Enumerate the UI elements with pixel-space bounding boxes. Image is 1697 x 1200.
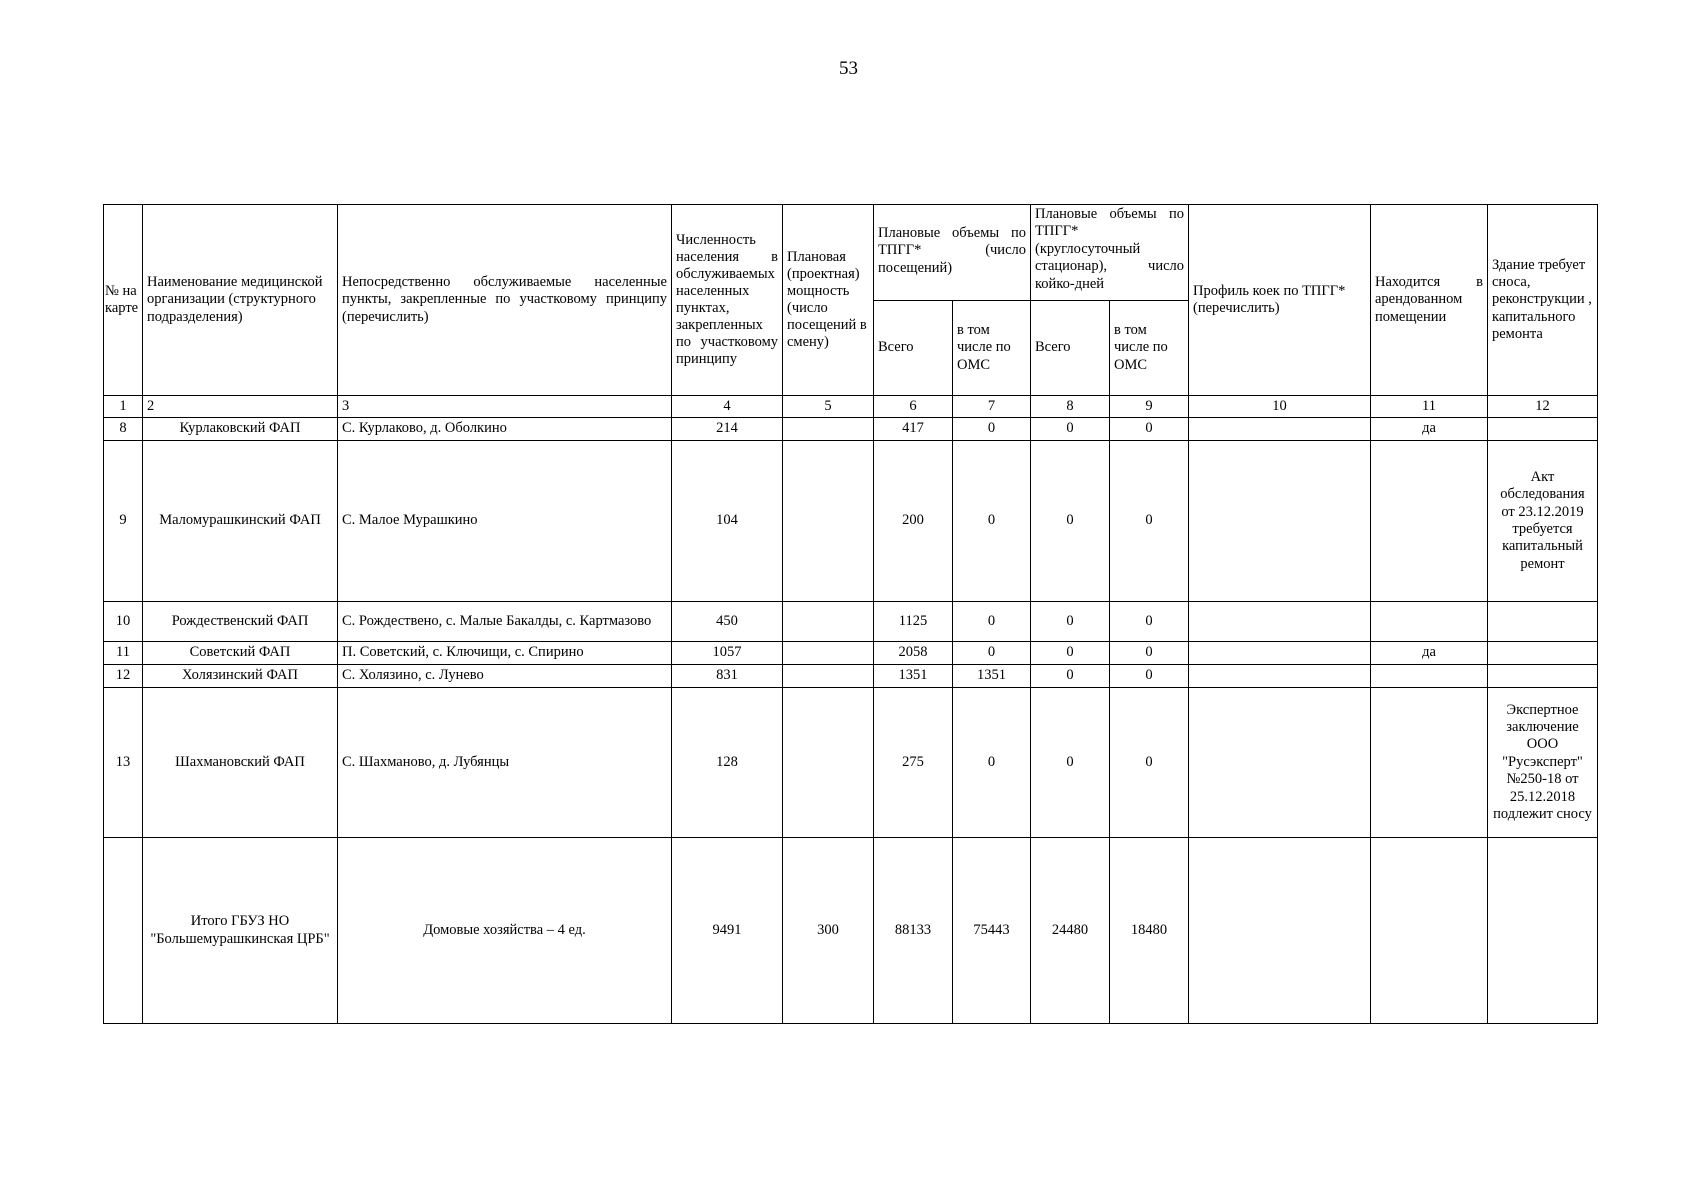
total-rented bbox=[1371, 838, 1488, 1024]
row-bed-profile bbox=[1189, 642, 1371, 665]
row-bed-profile bbox=[1189, 602, 1371, 642]
row-visits-oms: 0 bbox=[953, 418, 1031, 441]
row-rented bbox=[1371, 665, 1488, 688]
table-row bbox=[104, 688, 1598, 838]
row-building-condition bbox=[1488, 642, 1598, 665]
row-beds-total: 0 bbox=[1031, 441, 1110, 602]
row-beds-oms: 0 bbox=[1110, 665, 1189, 688]
column-number: 1 bbox=[104, 396, 143, 418]
row-bed-profile bbox=[1189, 665, 1371, 688]
column-number: 9 bbox=[1110, 396, 1189, 418]
row-beds-total: 0 bbox=[1031, 642, 1110, 665]
facilities-table bbox=[103, 204, 1598, 1024]
total-row bbox=[104, 838, 1598, 1024]
header-population: Численность населения в обслуживаемых населенных пунктах, закрепленных по участковому принципу bbox=[672, 205, 783, 396]
row-beds-oms: 0 bbox=[1110, 441, 1189, 602]
row-bed-profile bbox=[1189, 418, 1371, 441]
row-map-number: 8 bbox=[104, 418, 143, 441]
row-visits-total: 417 bbox=[874, 418, 953, 441]
row-capacity bbox=[783, 665, 874, 688]
row-settlements: С. Малое Мурашкино bbox=[338, 441, 672, 602]
row-building-condition: Экспертное заключение ООО "Русэксперт" №250-18 от 25.12.2018 подлежит сносу bbox=[1488, 688, 1598, 838]
header-planned-beds: Плановые объемы по ТПГГ* (круглосуточный стационар), число койко-дней bbox=[1031, 205, 1189, 301]
header-organization: Наименование медицинской организации (структурного подразделения) bbox=[143, 205, 338, 396]
row-map-number: 9 bbox=[104, 441, 143, 602]
header-row-1 bbox=[104, 205, 1598, 301]
row-visits-oms: 0 bbox=[953, 441, 1031, 602]
row-capacity bbox=[783, 418, 874, 441]
column-number: 8 bbox=[1031, 396, 1110, 418]
row-visits-total: 1351 bbox=[874, 665, 953, 688]
row-capacity bbox=[783, 602, 874, 642]
total-bed-profile bbox=[1189, 838, 1371, 1024]
row-beds-oms: 0 bbox=[1110, 418, 1189, 441]
row-settlements: С. Курлаково, д. Оболкино bbox=[338, 418, 672, 441]
total-building-condition bbox=[1488, 838, 1598, 1024]
table-row bbox=[104, 602, 1598, 642]
row-beds-total: 0 bbox=[1031, 602, 1110, 642]
row-beds-total: 0 bbox=[1031, 688, 1110, 838]
row-visits-total: 200 bbox=[874, 441, 953, 602]
row-beds-oms: 0 bbox=[1110, 602, 1189, 642]
row-rented bbox=[1371, 441, 1488, 602]
row-visits-oms: 0 bbox=[953, 688, 1031, 838]
total-beds-oms: 18480 bbox=[1110, 838, 1189, 1024]
row-organization: Курлаковский ФАП bbox=[143, 418, 338, 441]
row-visits-total: 1125 bbox=[874, 602, 953, 642]
row-population: 214 bbox=[672, 418, 783, 441]
row-population: 831 bbox=[672, 665, 783, 688]
table-row bbox=[104, 441, 1598, 602]
row-building-condition bbox=[1488, 665, 1598, 688]
page-number: 53 bbox=[839, 58, 858, 79]
row-map-number: 11 bbox=[104, 642, 143, 665]
row-settlements: С. Рождествено, с. Малые Бакалды, с. Картмазово bbox=[338, 602, 672, 642]
row-bed-profile bbox=[1189, 688, 1371, 838]
row-settlements: П. Советский, с. Ключищи, с. Спирино bbox=[338, 642, 672, 665]
header-beds-total: Всего bbox=[1031, 301, 1110, 396]
row-rented bbox=[1371, 602, 1488, 642]
header-rented: Находится в арендованном помещении bbox=[1371, 205, 1488, 396]
header-building-condition: Здание требует сноса, реконструкции , капитального ремонта bbox=[1488, 205, 1598, 396]
row-capacity bbox=[783, 441, 874, 602]
row-population: 450 bbox=[672, 602, 783, 642]
column-numbers-row bbox=[104, 396, 1598, 418]
total-visits-oms: 75443 bbox=[953, 838, 1031, 1024]
row-visits-oms: 0 bbox=[953, 642, 1031, 665]
row-settlements: С. Холязино, с. Лунево bbox=[338, 665, 672, 688]
header-settlements: Непосредственно обслуживаемые населенные пункты, закрепленные по участковому принципу (перечислить) bbox=[338, 205, 672, 396]
total-capacity: 300 bbox=[783, 838, 874, 1024]
table-row bbox=[104, 642, 1598, 665]
row-beds-total: 0 bbox=[1031, 665, 1110, 688]
header-bed-profile: Профиль коек по ТПГГ* (перечислить) bbox=[1189, 205, 1371, 396]
table-row bbox=[104, 665, 1598, 688]
row-beds-total: 0 bbox=[1031, 418, 1110, 441]
header-planned-visits: Плановые объемы по ТПГГ* (число посещений) bbox=[874, 205, 1031, 301]
row-beds-oms: 0 bbox=[1110, 642, 1189, 665]
header-capacity: Плановая (проектная) мощность (число посещений в смену) bbox=[783, 205, 874, 396]
row-settlements: С. Шахманово, д. Лубянцы bbox=[338, 688, 672, 838]
row-rented: да bbox=[1371, 642, 1488, 665]
row-capacity bbox=[783, 688, 874, 838]
total-beds-total: 24480 bbox=[1031, 838, 1110, 1024]
row-capacity bbox=[783, 642, 874, 665]
row-organization: Шахмановский ФАП bbox=[143, 688, 338, 838]
total-organization: Итого ГБУЗ НО "Большемурашкинская ЦРБ" bbox=[143, 838, 338, 1024]
total-settlements: Домовые хозяйства – 4 ед. bbox=[338, 838, 672, 1024]
row-rented: да bbox=[1371, 418, 1488, 441]
row-building-condition: Акт обследования от 23.12.2019 требуется капитальный ремонт bbox=[1488, 441, 1598, 602]
total-population: 9491 bbox=[672, 838, 783, 1024]
header-beds-oms: в том числе по ОМС bbox=[1110, 301, 1189, 396]
row-visits-oms: 0 bbox=[953, 602, 1031, 642]
row-bed-profile bbox=[1189, 441, 1371, 602]
table-row bbox=[104, 418, 1598, 441]
row-visits-oms: 1351 bbox=[953, 665, 1031, 688]
column-number: 2 bbox=[143, 396, 338, 418]
row-organization: Советский ФАП bbox=[143, 642, 338, 665]
row-population: 128 bbox=[672, 688, 783, 838]
row-building-condition bbox=[1488, 418, 1598, 441]
row-organization: Маломурашкинский ФАП bbox=[143, 441, 338, 602]
row-visits-total: 2058 bbox=[874, 642, 953, 665]
column-number: 12 bbox=[1488, 396, 1598, 418]
header-map-number: № на карте bbox=[104, 205, 143, 396]
row-population: 1057 bbox=[672, 642, 783, 665]
row-map-number: 12 bbox=[104, 665, 143, 688]
row-map-number: 13 bbox=[104, 688, 143, 838]
row-organization: Рождественский ФАП bbox=[143, 602, 338, 642]
column-number: 5 bbox=[783, 396, 874, 418]
row-map-number: 10 bbox=[104, 602, 143, 642]
header-visits-total: Всего bbox=[874, 301, 953, 396]
row-visits-total: 275 bbox=[874, 688, 953, 838]
row-rented bbox=[1371, 688, 1488, 838]
total-visits-total: 88133 bbox=[874, 838, 953, 1024]
column-number: 10 bbox=[1189, 396, 1371, 418]
row-population: 104 bbox=[672, 441, 783, 602]
row-building-condition bbox=[1488, 602, 1598, 642]
header-visits-oms: в том числе по ОМС bbox=[953, 301, 1031, 396]
row-organization: Холязинский ФАП bbox=[143, 665, 338, 688]
column-number: 11 bbox=[1371, 396, 1488, 418]
column-number: 4 bbox=[672, 396, 783, 418]
column-number: 7 bbox=[953, 396, 1031, 418]
column-number: 6 bbox=[874, 396, 953, 418]
total-map-number bbox=[104, 838, 143, 1024]
row-beds-oms: 0 bbox=[1110, 688, 1189, 838]
column-number: 3 bbox=[338, 396, 672, 418]
